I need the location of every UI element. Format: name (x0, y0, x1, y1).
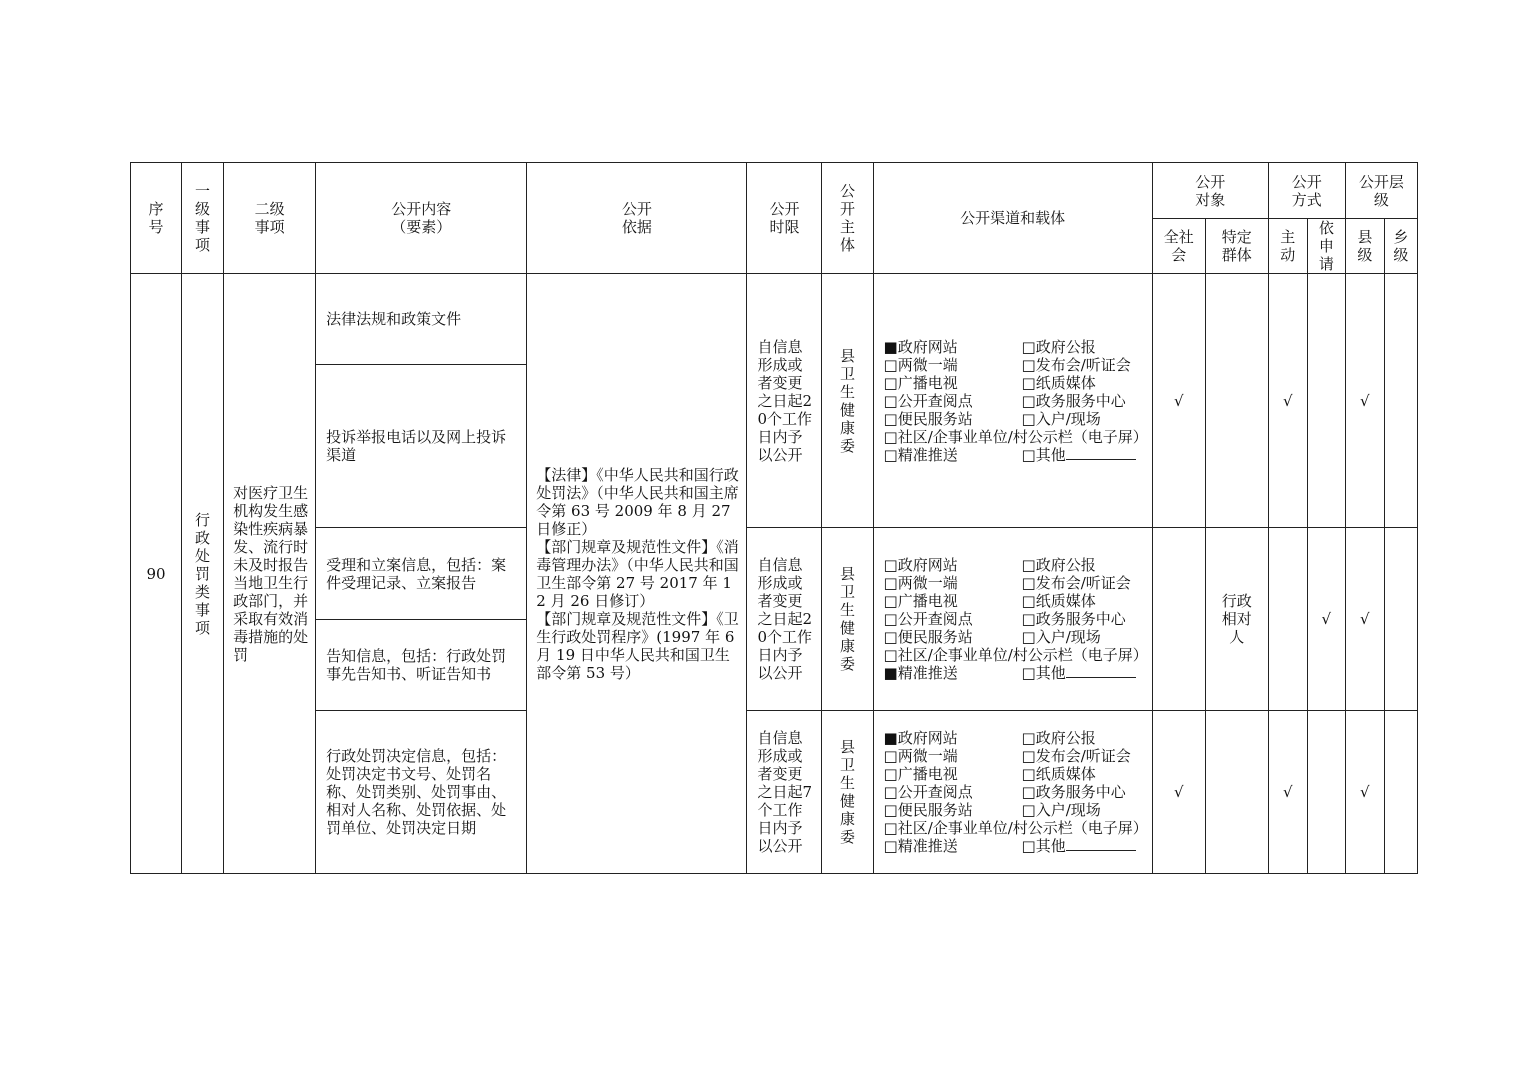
target-all-mark: √ (1152, 274, 1205, 528)
content-item: 告知信息，包括：行政处罚事先告知书、听证告知书 (316, 620, 527, 711)
channel-reading-point: □公开查阅点 (883, 391, 973, 410)
mode-active-mark: √ (1268, 274, 1307, 528)
header-target-all: 全社会 (1152, 219, 1205, 274)
channels-cell (873, 711, 1152, 874)
header-level1: 一级事项 (182, 163, 224, 274)
header-subject: 公开主体 (822, 163, 873, 274)
channel-gov-site: ■政府网站 (883, 337, 958, 356)
subject-cell: 县卫生健康委 (822, 528, 873, 711)
subject-cell: 县卫生健康委 (822, 711, 873, 874)
target-specific-mark: 行政相对人 (1205, 528, 1268, 711)
content-item: 法律法规和政策文件 (316, 274, 527, 365)
basis-law: 【法律】《中华人民共和国行政处罚法》（中华人民共和国主席令第 63 号 2009 年 8 月 27 日修正） (536, 465, 739, 538)
channel-gov-gazette: □政府公报 (1021, 337, 1096, 356)
channel-service-center: □政务服务中心 (1021, 391, 1126, 410)
header-content: 公开内容（要素） (316, 163, 527, 274)
channel-reading-point: □公开查阅点 (883, 610, 973, 628)
target-specific-mark (1205, 274, 1268, 528)
channel-service-station: □便民服务站 (883, 628, 973, 646)
target-all-mark: √ (1152, 711, 1205, 874)
mode-apply-mark (1307, 711, 1345, 874)
mode-apply-mark: √ (1307, 528, 1345, 711)
channel-gov-site: ■政府网站 (883, 729, 958, 747)
channel-two-micro: □两微一端 (883, 355, 958, 374)
level-county-mark: √ (1345, 711, 1384, 874)
level1-cell: 行政处罚类事项 (182, 274, 224, 874)
channel-service-station: □便民服务站 (883, 801, 973, 819)
header-level2: 二级事项 (224, 163, 316, 274)
level-town-mark (1384, 528, 1417, 711)
header-basis: 公开依据 (527, 163, 747, 274)
header-level: 公开层级 (1345, 163, 1417, 219)
header-level-county: 县级 (1345, 219, 1384, 274)
subject-cell: 县卫生健康委 (822, 274, 873, 528)
channel-gov-gazette: □政府公报 (1021, 556, 1096, 574)
header-mode: 公开方式 (1268, 163, 1345, 219)
level-county-mark: √ (1345, 528, 1384, 711)
channel-community: □社区/企事业单位/村公示栏（电子屏） (883, 819, 1148, 837)
level2-cell: 对医疗卫生机构发生感染性疾病暴发、流行时未及时报告当地卫生行政部门，并采取有效消毒措施的处罚 (224, 274, 316, 874)
content-item: 行政处罚决定信息，包括：处罚决定书文号、处罚名称、处罚类别、处罚事由、相对人名称、处罚依据、处罚单位、处罚决定日期 (316, 711, 527, 874)
channel-community: □社区/企事业单位/村公示栏（电子屏） (883, 646, 1148, 664)
channel-two-micro: □两微一端 (883, 574, 958, 592)
level-town-mark (1384, 274, 1417, 528)
content-item: 受理和立案信息，包括：案件受理记录、立案报告 (316, 528, 527, 620)
level-town-mark (1384, 711, 1417, 874)
level-county-mark: √ (1345, 274, 1384, 528)
channel-service-station: □便民服务站 (883, 409, 973, 428)
disclosure-table (130, 162, 1418, 874)
channel-other: □其他 (1022, 446, 1152, 464)
channel-household: □入户/现场 (1021, 409, 1101, 428)
channel-gov-site: □政府网站 (883, 556, 958, 574)
channel-household: □入户/现场 (1021, 628, 1101, 646)
channel-paper: □纸质媒体 (1021, 765, 1096, 783)
channel-broadcast: □广播电视 (883, 592, 958, 610)
channel-precise: □精准推送 (883, 445, 958, 464)
content-item: 投诉举报电话以及网上投诉渠道 (316, 365, 527, 528)
channel-press: □发布会/听证会 (1021, 747, 1131, 765)
header-level-town: 乡级 (1384, 219, 1417, 274)
channel-service-center: □政务服务中心 (1021, 783, 1126, 801)
channel-paper: □纸质媒体 (1021, 592, 1096, 610)
channel-reading-point: □公开查阅点 (883, 783, 973, 801)
channel-press: □发布会/听证会 (1021, 574, 1131, 592)
basis-regulation-disinfection: 【部门规章及规范性文件】《消毒管理办法》（中华人民共和国卫生部令第 27 号 2017 年 12 月 26 日修订） (536, 537, 739, 610)
channel-broadcast: □广播电视 (883, 765, 958, 783)
table-row (131, 274, 1418, 365)
header-target: 公开对象 (1152, 163, 1268, 219)
channel-service-center: □政务服务中心 (1021, 610, 1126, 628)
header-mode-active: 主动 (1268, 219, 1307, 274)
channels-cell (873, 528, 1152, 711)
channel-other: □其他 (1022, 837, 1152, 855)
seq-cell: 90 (131, 274, 182, 874)
table-row (131, 711, 1418, 874)
channel-gov-gazette: □政府公报 (1021, 729, 1096, 747)
channel-press: □发布会/听证会 (1021, 355, 1131, 374)
channel-two-micro: □两微一端 (883, 747, 958, 765)
channel-broadcast: □广播电视 (883, 373, 958, 392)
mode-active-mark (1268, 528, 1307, 711)
mode-apply-mark (1307, 274, 1345, 528)
target-all-mark (1152, 528, 1205, 711)
time-limit-cell: 自信息形成或者变更之日起20个工作日内予以公开 (747, 528, 822, 711)
channel-household: □入户/现场 (1021, 801, 1101, 819)
target-specific-mark (1205, 711, 1268, 874)
header-channels: 公开渠道和载体 (873, 163, 1152, 274)
channels-cell (873, 274, 1152, 528)
header-target-specific: 特定群体 (1205, 219, 1268, 274)
header-mode-apply: 依申请 (1307, 219, 1345, 274)
channel-other: □其他 (1022, 664, 1152, 682)
channel-precise: □精准推送 (883, 837, 958, 855)
channel-community: □社区/企事业单位/村公示栏（电子屏） (883, 427, 1148, 446)
time-limit-cell: 自信息形成或者变更之日起7个工作日内予以公开 (747, 711, 822, 874)
header-time-limit: 公开时限 (747, 163, 822, 274)
basis-regulation-procedure: 【部门规章及规范性文件】《卫生行政处罚程序》(1997 年 6 月 19 日中华人民共和国卫生部令第 53 号） (536, 609, 739, 682)
header-seq: 序号 (131, 163, 182, 274)
table-row (131, 528, 1418, 620)
channel-precise: ■精准推送 (883, 664, 958, 682)
basis-cell (527, 274, 747, 874)
mode-active-mark: √ (1268, 711, 1307, 874)
time-limit-cell: 自信息形成或者变更之日起20个工作日内予以公开 (747, 274, 822, 528)
channel-paper: □纸质媒体 (1021, 373, 1096, 392)
header-row-1 (131, 163, 1418, 219)
